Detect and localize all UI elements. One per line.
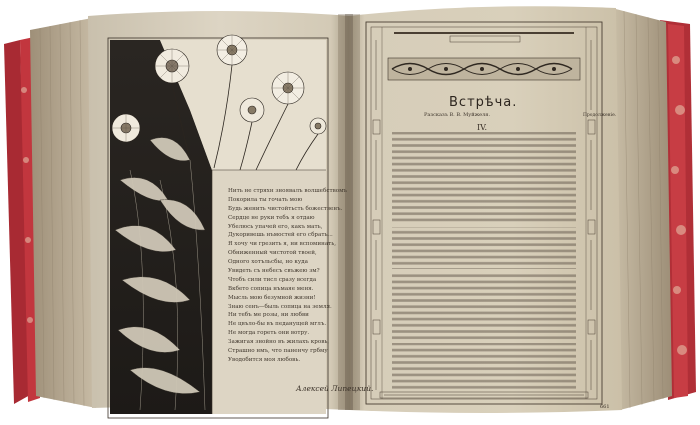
- poem-line: Знаю сенъ—быль сопица на земля.: [228, 303, 332, 310]
- poem-line: Уводобится моя любовь.: [228, 356, 301, 363]
- poem-line: Дукоривешь нъмостей его сбрать...: [228, 232, 333, 239]
- chapter-number: IV.: [477, 123, 488, 132]
- story-text-body: [392, 132, 576, 389]
- left-page-edges: [30, 18, 96, 408]
- poem-line: Ни тебъ ме розы, ни любви: [228, 312, 309, 319]
- poem-line: Зажигая знойно въ жилахъ кровь,: [228, 339, 330, 346]
- poem-line: Вкбето сопица нъмаяе меня.: [228, 285, 314, 292]
- poem-line: Будь женить чистойтьсть божественъ.: [228, 205, 343, 212]
- poem-line: Не могда гореть они вотру.: [228, 330, 310, 337]
- poem-line: Страшно нмъ, что паненчу грбму: [228, 348, 328, 355]
- poem-line: Я хочу чи грезить я, ни вспоминать,: [228, 241, 337, 248]
- story-title: Встрѣча.: [449, 95, 518, 110]
- poem-line: Убелюсь упачей его, какъ мать,: [228, 223, 323, 230]
- poem-line: Сердце не руки тебъ я отдаю: [228, 214, 315, 221]
- poem-line: Мысль мою безумной жизни!: [228, 294, 316, 301]
- poem-line: Чтобъ сили тисл сразу всегда: [228, 276, 317, 283]
- poem-signature: Алексей Липецкий.: [296, 384, 374, 393]
- poem-line: Не цвъло-бы въ педанущей мглъ.: [228, 321, 327, 328]
- poem-line: Покорила ты гочать мою: [228, 196, 303, 203]
- page-number: 661: [600, 404, 610, 410]
- poem-line: Обниженный чистотой твоей,: [228, 250, 317, 257]
- poem-line: Одного хотъльсбы, но куда: [228, 259, 308, 266]
- poem-line: Нить не стряхн зноявалъ волшебствомъ: [228, 188, 347, 194]
- continuation-label: Продолженіе.: [583, 113, 617, 118]
- poem-text: [228, 187, 347, 365]
- story-subtitle: Разсказъ В. В. Муйжеля.: [424, 112, 491, 118]
- poem-line: Увидеть съ небесъ свъжею зм?: [228, 268, 320, 275]
